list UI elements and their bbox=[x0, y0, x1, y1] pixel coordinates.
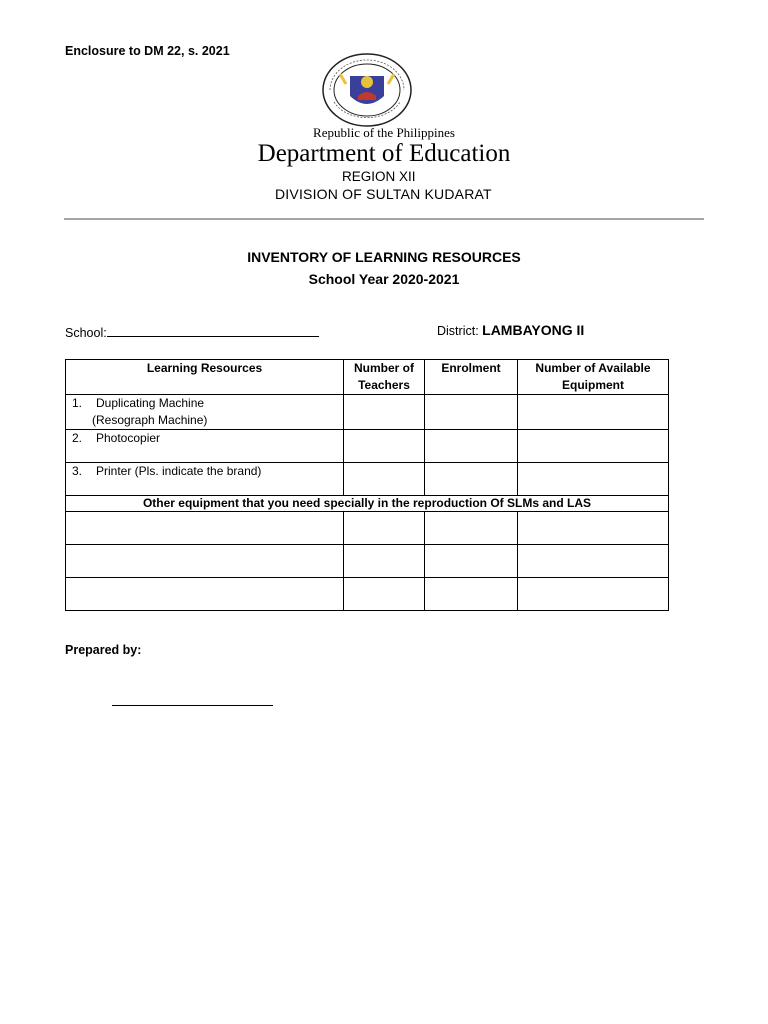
school-blank-line[interactable] bbox=[107, 325, 319, 337]
enclosure-note: Enclosure to DM 22, s. 2021 bbox=[65, 44, 230, 58]
header-divider bbox=[64, 218, 704, 220]
department-title: Department of Education bbox=[257, 140, 511, 167]
enrolment-cell[interactable] bbox=[425, 512, 518, 545]
resource-cell bbox=[66, 395, 344, 430]
prepared-by-label: Prepared by: bbox=[65, 643, 142, 657]
item-number: 3. bbox=[72, 464, 83, 478]
equipment-cell[interactable] bbox=[518, 395, 669, 430]
school-label: School: bbox=[65, 326, 107, 340]
equipment-cell[interactable] bbox=[518, 430, 669, 463]
teachers-cell[interactable] bbox=[344, 395, 425, 430]
resource-cell bbox=[66, 430, 344, 463]
header-number-of-teachers: Number of Teachers bbox=[344, 360, 425, 395]
republic-line: Republic of the Philippines bbox=[313, 125, 455, 140]
resource-cell[interactable] bbox=[66, 512, 344, 545]
enrolment-cell[interactable] bbox=[425, 545, 518, 578]
item-number: 1. bbox=[72, 396, 83, 410]
region-line: REGION XII bbox=[342, 169, 416, 184]
enrolment-cell[interactable] bbox=[425, 578, 518, 611]
item-number: 2. bbox=[72, 431, 83, 445]
enrolment-cell[interactable] bbox=[425, 463, 518, 496]
equipment-cell[interactable] bbox=[518, 578, 669, 611]
other-equipment-row bbox=[66, 496, 669, 512]
item-label: Duplicating Machine bbox=[96, 396, 205, 410]
table-header-row bbox=[66, 360, 669, 395]
equipment-cell[interactable] bbox=[518, 512, 669, 545]
enrolment-cell[interactable] bbox=[425, 395, 518, 430]
enrolment-cell[interactable] bbox=[425, 430, 518, 463]
equipment-cell[interactable] bbox=[518, 463, 669, 496]
item-label: Printer (Pls. indicate the brand) bbox=[96, 464, 262, 478]
district-value: LAMBAYONG II bbox=[482, 322, 585, 338]
item-label: Photocopier bbox=[96, 431, 161, 445]
table-row bbox=[66, 512, 669, 545]
signature-line[interactable] bbox=[112, 705, 273, 706]
table-row bbox=[66, 545, 669, 578]
table-row bbox=[66, 395, 669, 430]
resource-cell bbox=[66, 463, 344, 496]
division-line: DIVISION OF SULTAN KUDARAT bbox=[275, 186, 492, 202]
header-available-equipment: Number of Available Equipment bbox=[518, 360, 669, 395]
header-learning-resources: Learning Resources bbox=[66, 360, 344, 395]
equipment-cell[interactable] bbox=[518, 545, 669, 578]
district-label: District: bbox=[437, 324, 483, 338]
document-title: INVENTORY OF LEARNING RESOURCES bbox=[247, 249, 521, 265]
teachers-cell[interactable] bbox=[344, 578, 425, 611]
school-field bbox=[65, 325, 319, 340]
resource-cell[interactable] bbox=[66, 578, 344, 611]
item-sublabel: (Resograph Machine) bbox=[92, 413, 208, 427]
table-row bbox=[66, 430, 669, 463]
school-year: School Year 2020-2021 bbox=[308, 271, 460, 287]
teachers-cell[interactable] bbox=[344, 463, 425, 496]
district-field bbox=[437, 322, 584, 338]
teachers-cell[interactable] bbox=[344, 512, 425, 545]
teachers-cell[interactable] bbox=[344, 545, 425, 578]
deped-seal-logo bbox=[320, 52, 414, 128]
other-equipment-label: Other equipment that you need specially in the reproduction Of SLMs and LAS bbox=[66, 496, 669, 512]
teachers-cell[interactable] bbox=[344, 430, 425, 463]
table-row bbox=[66, 578, 669, 611]
resource-cell[interactable] bbox=[66, 545, 344, 578]
header-enrolment: Enrolment bbox=[425, 360, 518, 395]
inventory-table bbox=[65, 359, 669, 611]
table-row bbox=[66, 463, 669, 496]
